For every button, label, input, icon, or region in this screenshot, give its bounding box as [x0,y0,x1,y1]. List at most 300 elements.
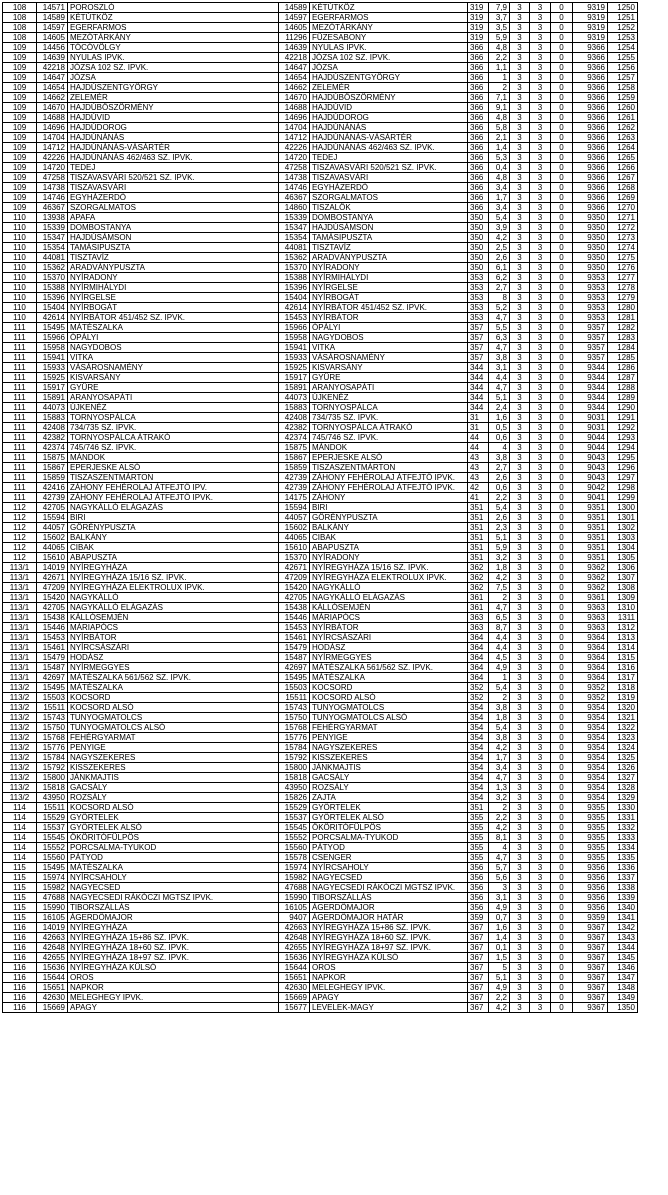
line-number-cell: 109 [3,183,37,193]
line-number-cell: 110 [3,243,37,253]
route-code-cell: 9367 [573,993,608,1003]
section-code-cell: 344 [468,403,489,413]
route-code-cell: 9031 [573,413,608,423]
value-a-cell: 3 [510,583,530,593]
from-station-code-cell: 15487 [37,663,68,673]
table-row [3,393,638,403]
length-km-cell: 0,5 [489,423,510,433]
value-c-cell: 0 [551,323,573,333]
route-code-cell: 9355 [573,823,608,833]
value-a-cell: 3 [510,313,530,323]
serial-number-cell: 1263 [608,133,638,143]
serial-number-cell: 1255 [608,53,638,63]
to-station-name-cell: ZÁHONY FEHÉROLAJ ÁTFEJTŐ IPVK. [310,473,468,483]
serial-number-cell: 1339 [608,893,638,903]
table-row [3,333,638,343]
to-station-name-cell: NYÍRBÁTOR [310,623,468,633]
section-code-cell: 354 [468,713,489,723]
value-c-cell: 0 [551,43,573,53]
to-station-code-cell: 15552 [279,833,310,843]
length-km-cell: 2,1 [489,133,510,143]
to-station-code-cell: 15644 [279,963,310,973]
to-station-code-cell: 15370 [279,553,310,563]
length-km-cell: 5,9 [489,543,510,553]
to-station-name-cell: TORNYOSPÁLCA ÁTRAKÓ [310,423,468,433]
from-station-code-cell: 15818 [37,783,68,793]
to-station-code-cell: 15453 [279,623,310,633]
from-station-code-cell: 14654 [37,83,68,93]
route-code-cell: 9366 [573,193,608,203]
line-number-cell: 113/1 [3,663,37,673]
to-station-name-cell: TISZAVASVÁRI [310,173,468,183]
serial-number-cell: 1320 [608,703,638,713]
route-code-cell: 9366 [573,133,608,143]
table-row [3,163,638,173]
value-a-cell: 3 [510,363,530,373]
serial-number-cell: 1300 [608,503,638,513]
to-station-code-cell: 42382 [279,423,310,433]
section-code-cell: 367 [468,933,489,943]
line-number-cell: 111 [3,463,37,473]
value-a-cell: 3 [510,933,530,943]
value-c-cell: 0 [551,423,573,433]
value-c-cell: 0 [551,673,573,683]
length-km-cell: 1 [489,73,510,83]
table-row [3,603,638,613]
serial-number-cell: 1289 [608,393,638,403]
value-c-cell: 0 [551,3,573,13]
length-km-cell: 1,7 [489,193,510,203]
to-station-name-cell: NAGYECSEDI RÁKÓCZI MGTSZ IPVK. [310,883,468,893]
length-km-cell: 3,8 [489,353,510,363]
to-station-name-cell: PÁTYOD [310,843,468,853]
route-code-cell: 9356 [573,863,608,873]
section-code-cell: 357 [468,353,489,363]
from-station-name-cell: NYÍRMIHÁLYDI [68,283,279,293]
route-code-cell: 9042 [573,483,608,493]
table-row [3,153,638,163]
value-b-cell: 3 [530,293,551,303]
line-number-cell: 113/2 [3,733,37,743]
to-station-code-cell: 15677 [279,1003,310,1013]
from-station-code-cell: 15545 [37,833,68,843]
value-b-cell: 3 [530,113,551,123]
value-b-cell: 3 [530,413,551,423]
line-number-cell: 113/2 [3,723,37,733]
length-km-cell: 8,1 [489,833,510,843]
to-station-name-cell: MÁTÉSZALKA 561/562 SZ. IPVK. [310,663,468,673]
length-km-cell: 3,1 [489,363,510,373]
value-c-cell: 0 [551,923,573,933]
from-station-name-cell: TISZAVASVÁRI 520/521 SZ. IPVK. [68,173,279,183]
to-station-code-cell: 14704 [279,123,310,133]
length-km-cell: 4,9 [489,903,510,913]
from-station-name-cell: KÉTÚTKÖZ [68,13,279,23]
serial-number-cell: 1259 [608,93,638,103]
route-code-cell: 9031 [573,423,608,433]
from-station-code-cell: 42663 [37,933,68,943]
serial-number-cell: 1314 [608,643,638,653]
length-km-cell: 5,2 [489,303,510,313]
from-station-code-cell: 15529 [37,813,68,823]
value-c-cell: 0 [551,183,573,193]
value-b-cell: 3 [530,1003,551,1013]
value-a-cell: 3 [510,813,530,823]
serial-number-cell: 1298 [608,483,638,493]
table-row [3,433,638,443]
section-code-cell: 355 [468,813,489,823]
section-code-cell: 354 [468,723,489,733]
from-station-name-cell: NYÍRMEGGYES [68,663,279,673]
value-b-cell: 3 [530,963,551,973]
section-code-cell: 366 [468,123,489,133]
value-c-cell: 0 [551,63,573,73]
value-b-cell: 3 [530,723,551,733]
from-station-code-cell: 42630 [37,993,68,1003]
value-b-cell: 3 [530,803,551,813]
from-station-code-cell: 14670 [37,103,68,113]
value-c-cell: 0 [551,903,573,913]
value-b-cell: 3 [530,503,551,513]
value-b-cell: 3 [530,923,551,933]
to-station-code-cell: 15875 [279,443,310,453]
route-code-cell: 9353 [573,273,608,283]
table-row [3,373,638,383]
from-station-name-cell: CIBAK [68,543,279,553]
from-station-name-cell: OROS [68,973,279,983]
length-km-cell: 2,2 [489,53,510,63]
value-c-cell: 0 [551,383,573,393]
table-row [3,663,638,673]
to-station-code-cell: 46367 [279,193,310,203]
route-code-cell: 9367 [573,923,608,933]
route-code-cell: 9352 [573,693,608,703]
from-station-name-cell: NYÍRGELSE [68,293,279,303]
section-code-cell: 353 [468,303,489,313]
serial-number-cell: 1287 [608,373,638,383]
length-km-cell: 2,7 [489,283,510,293]
to-station-name-cell: DOMBOSTANYA [310,213,468,223]
line-number-cell: 110 [3,233,37,243]
from-station-name-cell: NYÍRBÁTOR 451/452 SZ. IPVK. [68,313,279,323]
serial-number-cell: 1251 [608,13,638,23]
value-c-cell: 0 [551,793,573,803]
value-c-cell: 0 [551,173,573,183]
line-number-cell: 109 [3,143,37,153]
to-station-code-cell: 15925 [279,363,310,373]
section-code-cell: 356 [468,863,489,873]
value-c-cell: 0 [551,443,573,453]
value-c-cell: 0 [551,953,573,963]
value-a-cell: 3 [510,953,530,963]
length-km-cell: 1,4 [489,143,510,153]
line-number-cell: 114 [3,833,37,843]
value-b-cell: 3 [530,213,551,223]
to-station-name-cell: ÁGERDŐMAJOR HATÁR [310,913,468,923]
to-station-name-cell: NYÍRADONY [310,553,468,563]
value-c-cell: 0 [551,473,573,483]
length-km-cell: 3,7 [489,13,510,23]
serial-number-cell: 1350 [608,1003,638,1013]
route-code-cell: 9366 [573,183,608,193]
length-km-cell: 2,6 [489,253,510,263]
from-station-name-cell: NAGYECSEDI RÁKÓCZI MGTSZ IPVK. [68,893,279,903]
table-row [3,743,638,753]
to-station-code-cell: 15438 [279,603,310,613]
value-b-cell: 3 [530,703,551,713]
from-station-code-cell: 15669 [37,1003,68,1013]
from-station-name-cell: GYŐRTELEK ALSÓ [68,823,279,833]
route-code-cell: 9344 [573,373,608,383]
length-km-cell: 7,9 [489,3,510,13]
serial-number-cell: 1304 [608,543,638,553]
serial-number-cell: 1268 [608,183,638,193]
length-km-cell: 2 [489,803,510,813]
value-c-cell: 0 [551,103,573,113]
to-station-name-cell: FÜZESABONY [310,33,468,43]
to-station-name-cell: MÁNDOK [310,443,468,453]
table-row [3,283,638,293]
route-code-cell: 9366 [573,53,608,63]
line-number-cell: 115 [3,883,37,893]
line-number-cell: 116 [3,973,37,983]
section-code-cell: 366 [468,103,489,113]
route-code-cell: 9350 [573,213,608,223]
line-number-cell: 112 [3,503,37,513]
table-row [3,923,638,933]
length-km-cell: 2,4 [489,403,510,413]
route-code-cell: 9363 [573,613,608,623]
from-station-code-cell: 15388 [37,283,68,293]
from-station-name-cell: EGERFARMOS [68,23,279,33]
value-a-cell: 3 [510,153,530,163]
from-station-code-cell: 44065 [37,543,68,553]
value-a-cell: 3 [510,323,530,333]
serial-number-cell: 1281 [608,313,638,323]
value-b-cell: 3 [530,983,551,993]
to-station-code-cell: 15339 [279,213,310,223]
route-code-cell: 9362 [573,583,608,593]
value-a-cell: 3 [510,143,530,153]
serial-number-cell: 1306 [608,563,638,573]
to-station-code-cell: 15800 [279,763,310,773]
value-a-cell: 3 [510,453,530,463]
length-km-cell: 5,5 [489,323,510,333]
value-c-cell: 0 [551,533,573,543]
route-code-cell: 9350 [573,263,608,273]
from-station-code-cell: 15370 [37,273,68,283]
to-station-name-cell: 734/735 SZ. IPVK. [310,413,468,423]
section-code-cell: 361 [468,603,489,613]
to-station-code-cell: 15495 [279,673,310,683]
length-km-cell: 1 [489,673,510,683]
route-code-cell: 9357 [573,353,608,363]
length-km-cell: 3,9 [489,223,510,233]
value-a-cell: 3 [510,113,530,123]
to-station-name-cell: NYÍRCSAHOLY [310,863,468,873]
line-number-cell: 113/2 [3,713,37,723]
to-station-name-cell: TORNYOSPÁLCA [310,403,468,413]
value-b-cell: 3 [530,193,551,203]
value-c-cell: 0 [551,373,573,383]
value-c-cell: 0 [551,893,573,903]
from-station-name-cell: MEZŐTÁRKÁNY [68,33,279,43]
table-row [3,203,638,213]
line-number-cell: 115 [3,873,37,883]
route-code-cell: 9364 [573,673,608,683]
length-km-cell: 2 [489,593,510,603]
to-station-code-cell: 15784 [279,743,310,753]
length-km-cell: 9,1 [489,103,510,113]
value-a-cell: 3 [510,943,530,953]
length-km-cell: 5,1 [489,533,510,543]
route-code-cell: 9353 [573,293,608,303]
from-station-code-cell: 14688 [37,113,68,123]
to-station-code-cell: 15453 [279,313,310,323]
serial-number-cell: 1308 [608,583,638,593]
table-row [3,133,638,143]
table-row [3,583,638,593]
line-number-cell: 110 [3,293,37,303]
table-row [3,763,638,773]
value-c-cell: 0 [551,123,573,133]
from-station-code-cell: 15966 [37,333,68,343]
table-row [3,853,638,863]
from-station-name-cell: NAPKOR [68,983,279,993]
value-b-cell: 3 [530,753,551,763]
table-row [3,793,638,803]
from-station-name-cell: VÁSÁROSNAMÉNY [68,363,279,373]
from-station-code-cell: 15859 [37,473,68,483]
value-b-cell: 3 [530,303,551,313]
value-b-cell: 3 [530,613,551,623]
value-b-cell: 3 [530,233,551,243]
length-km-cell: 6,5 [489,613,510,623]
value-b-cell: 3 [530,763,551,773]
table-row [3,963,638,973]
value-c-cell: 0 [551,483,573,493]
length-km-cell: 4,2 [489,1003,510,1013]
table-row [3,43,638,53]
line-number-cell: 116 [3,943,37,953]
table-row [3,53,638,63]
route-code-cell: 9366 [573,163,608,173]
to-station-name-cell: NAPKOR [310,973,468,983]
route-code-cell: 9352 [573,683,608,693]
table-row [3,363,638,373]
value-b-cell: 3 [530,773,551,783]
line-number-cell: 111 [3,493,37,503]
serial-number-cell: 1260 [608,103,638,113]
from-station-name-cell: 734/735 SZ. IPVK. [68,423,279,433]
value-a-cell: 3 [510,833,530,843]
route-code-cell: 9357 [573,343,608,353]
value-a-cell: 3 [510,383,530,393]
to-station-code-cell: 15362 [279,253,310,263]
to-station-code-cell: 11296 [279,33,310,43]
serial-number-cell: 1269 [608,193,638,203]
table-row [3,653,638,663]
to-station-code-cell: 15347 [279,223,310,233]
serial-number-cell: 1293 [608,433,638,443]
length-km-cell: 4,5 [489,653,510,663]
value-c-cell: 0 [551,803,573,813]
to-station-name-cell: TISZASZENTMÁRTON [310,463,468,473]
from-station-code-cell: 15743 [37,713,68,723]
section-code-cell: 319 [468,23,489,33]
route-code-cell: 9354 [573,723,608,733]
to-station-name-cell: NYÍRMEGGYES [310,653,468,663]
value-c-cell: 0 [551,983,573,993]
value-a-cell: 3 [510,423,530,433]
line-number-cell: 111 [3,373,37,383]
value-c-cell: 0 [551,193,573,203]
value-b-cell: 3 [530,663,551,673]
length-km-cell: 3,8 [489,703,510,713]
to-station-name-cell: ARADVÁNYPUSZTA [310,253,468,263]
to-station-code-cell: 15743 [279,703,310,713]
line-number-cell: 110 [3,283,37,293]
route-code-cell: 9367 [573,983,608,993]
to-station-code-cell: 44065 [279,533,310,543]
from-station-name-cell: KOCSORD ALSÓ [68,703,279,713]
value-a-cell: 3 [510,743,530,753]
value-c-cell: 0 [551,23,573,33]
to-station-code-cell: 42408 [279,413,310,423]
value-b-cell: 3 [530,863,551,873]
section-code-cell: 353 [468,283,489,293]
from-station-name-cell: NYÍREGYHÁZA [68,563,279,573]
value-b-cell: 3 [530,633,551,643]
value-a-cell: 3 [510,393,530,403]
value-a-cell: 3 [510,283,530,293]
value-c-cell: 0 [551,703,573,713]
length-km-cell: 1,7 [489,753,510,763]
line-number-cell: 113/2 [3,693,37,703]
length-km-cell: 8,7 [489,623,510,633]
value-c-cell: 0 [551,543,573,553]
length-km-cell: 1,6 [489,923,510,933]
from-station-code-cell: 15792 [37,763,68,773]
to-station-name-cell: HODÁSZ [310,643,468,653]
line-number-cell: 110 [3,303,37,313]
from-station-name-cell: ZELEMÉR [68,93,279,103]
route-code-cell: 9043 [573,463,608,473]
from-station-name-cell: TUNYOGMATOLCS ALSÓ [68,723,279,733]
to-station-name-cell: ZAJTA [310,793,468,803]
length-km-cell: 3,8 [489,453,510,463]
serial-number-cell: 1330 [608,803,638,813]
value-c-cell: 0 [551,633,573,643]
from-station-code-cell: 15495 [37,683,68,693]
table-row [3,633,638,643]
value-a-cell: 3 [510,693,530,703]
line-number-cell: 111 [3,403,37,413]
value-b-cell: 3 [530,3,551,13]
line-number-cell: 113/2 [3,743,37,753]
serial-number-cell: 1253 [608,33,638,43]
value-c-cell: 0 [551,493,573,503]
from-station-name-cell: NYÍREGYHÁZA 15/16 SZ. IPVK. [68,573,279,583]
value-c-cell: 0 [551,203,573,213]
route-code-cell: 9351 [573,503,608,513]
table-row [3,483,638,493]
value-b-cell: 3 [530,603,551,613]
value-a-cell: 3 [510,983,530,993]
value-a-cell: 3 [510,103,530,113]
value-b-cell: 3 [530,593,551,603]
line-number-cell: 113/1 [3,633,37,643]
